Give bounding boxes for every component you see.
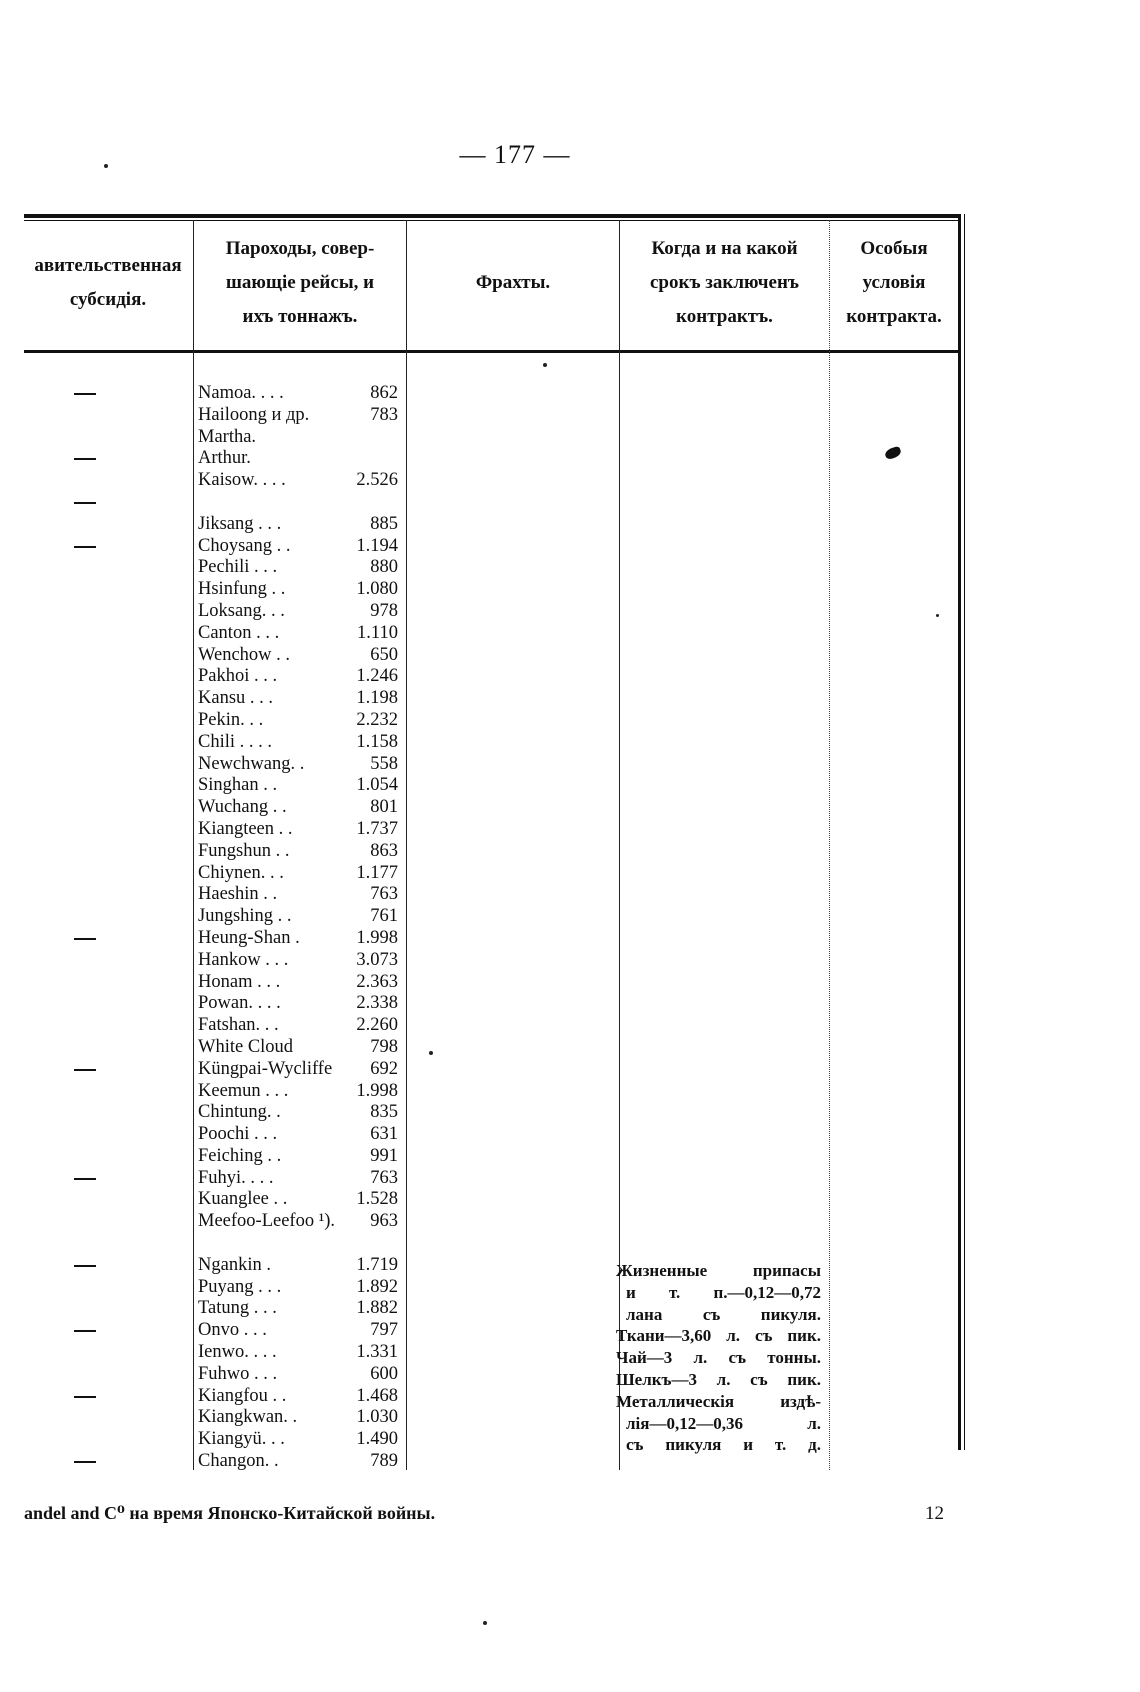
column-divider [406,220,407,1470]
steamer-tonnage: 862 [370,383,398,403]
steamer-name: Keemun . . . [198,1080,289,1101]
column-divider [193,220,194,1470]
steamer-row [198,1102,398,1124]
steamer-row [198,645,398,667]
steamer-row [198,1037,398,1059]
subsidy-dash [74,938,96,940]
steamer-tonnage: 761 [370,906,398,927]
steamer-row [198,601,398,623]
fare-line: Чай—3 л. съ тонны. [616,1348,821,1368]
steamer-name: Fungshun . . [198,840,290,861]
steamer-row [198,1364,398,1386]
header-steamers: Пароходы, совер- шающіе рейсы, и ихъ тоннажъ. [225,238,375,327]
steamer-tonnage: 783 [370,404,398,425]
steamer-row [198,841,398,863]
fare-line: съ пикуля и т. д. [626,1435,821,1455]
subsidy-dash [74,1265,96,1267]
steamer-row [198,1015,398,1037]
steamer-tonnage: 2.338 [356,993,398,1014]
steamer-tonnage: 1.110 [357,622,398,643]
steamer-name: Kiangfou . . [198,1385,287,1406]
steamer-name: Arthur. [198,448,251,469]
table-top-rule [24,214,960,218]
header-subsidy: авительственная субсидія. [34,255,182,310]
subsidy-dash [74,1330,96,1332]
footer-caption: andel and C⁰ на время Японско-Китайской войны. [24,1503,436,1523]
steamer-row [198,754,398,776]
steamer-row [198,1342,398,1364]
steamer-row [198,732,398,754]
steamer-name: Jiksang . . . [198,513,282,534]
steamer-row [198,1429,398,1451]
steamer-name: Ienwo. . . . [198,1342,277,1363]
steamer-name: Kuanglee . . [198,1189,288,1210]
steamer-name: Kiangteen . . [198,818,293,839]
steamer-row [198,884,398,906]
steamer-name: Chiynen. . . [198,862,284,883]
steamer-row [198,383,398,405]
steamer-tonnage: 880 [370,557,398,578]
steamer-name: Küngpai-Wycliffe [198,1058,333,1079]
steamer-name: Loksang. . . [198,600,285,621]
steamer-name: Choysang . . [198,535,291,556]
steamer-name: Pekin. . . [198,709,264,730]
subsidy-dash [74,1396,96,1398]
steamer-name: Puyang . . . [198,1276,282,1297]
steamer-row [198,623,398,645]
footer-sheet-number: 12 [925,1503,944,1524]
fare-line: лана съ пикуля. [626,1304,821,1324]
steamer-row [198,470,398,492]
fare-line: и т. п.—0,12—0,72 [626,1282,821,1302]
steamer-tonnage: 763 [370,1167,398,1188]
steamer-row [198,405,398,427]
print-speck [104,164,108,168]
table-header-rule [24,350,960,353]
steamer-name: Chili . . . . [198,731,273,752]
steamer-name: Haeshin . . [198,884,278,905]
steamer-row [198,775,398,797]
steamer-tonnage: 600 [370,1363,398,1384]
steamer-name: Meefoo-Leefoo ¹). [198,1211,336,1232]
steamer-name: Kansu . . . [198,688,274,709]
steamer-row [198,950,398,972]
steamer-tonnage: 1.054 [356,775,398,796]
steamer-tonnage: 631 [370,1124,398,1145]
steamer-tonnage: 1.892 [356,1276,398,1297]
steamer-tonnage: 1.194 [356,535,398,556]
steamer-tonnage: 1.882 [356,1298,398,1319]
print-speck [936,614,939,617]
steamer-tonnage: 692 [370,1058,398,1079]
steamer-name: Kiangyü. . . [198,1429,285,1450]
header-freights: Фрахты. [475,272,551,293]
steamer-tonnage: 1.468 [356,1385,398,1406]
steamer-row [198,579,398,601]
steamer-row [198,1146,398,1168]
steamer-tonnage: 1.998 [356,1080,398,1101]
ink-blot [884,446,902,461]
steamer-row [198,1211,398,1233]
steamer-tonnage: 1.246 [356,666,398,687]
steamer-row [198,536,398,558]
steamer-row [198,819,398,841]
steamer-row [198,1081,398,1103]
steamer-row [198,972,398,994]
steamer-name: Jungshing . . [198,906,292,927]
steamer-tonnage: 558 [370,753,398,774]
steamer-name: Fuhyi. . . . [198,1167,274,1188]
steamer-tonnage: 1.198 [356,688,398,709]
steamer-name: Namoa. . . . [198,383,284,403]
steamers-list [198,383,398,1473]
header-contract-term: Когда и на какой срокъ заключенъ контрактъ. [650,238,799,327]
fare-line: Жизненные припасы [616,1261,821,1280]
steamer-name: Hailoong и др. [198,404,310,425]
steamer-row [198,1451,398,1473]
steamer-tonnage: 763 [370,884,398,905]
steamer-tonnage: 1.030 [356,1407,398,1428]
table-right-border-thin [964,214,965,1450]
print-speck [543,363,547,367]
steamer-tonnage: 2.260 [356,1015,398,1036]
steamer-row [198,1277,398,1299]
steamer-row [198,710,398,732]
steamer-name: Tatung . . . [198,1298,277,1319]
fare-line: Металлическія издѣ- [616,1391,821,1411]
steamer-tonnage: 1.158 [356,731,398,752]
steamer-row [198,1407,398,1429]
steamer-name: Wenchow . . [198,644,291,665]
steamer-tonnage: 1.490 [356,1429,398,1450]
fare-line: Шелкъ—3 л. съ пик. [616,1369,821,1389]
steamer-tonnage: 2.363 [356,971,398,992]
steamer-row [198,993,398,1015]
fare-line: Ткани—3,60 л. съ пик. [616,1326,821,1346]
steamer-name: Honam . . . [198,971,281,992]
print-speck [429,1051,433,1055]
steamer-name: Kaisow. . . . [198,470,286,491]
steamer-name: Newchwang. . [198,753,305,774]
subsidy-dash [74,546,96,548]
steamer-row [198,1298,398,1320]
steamer-row [198,688,398,710]
steamer-row [198,427,398,449]
page-number: — 177 — [459,140,571,169]
steamer-tonnage: 885 [370,513,398,534]
subsidy-dash [74,1178,96,1180]
steamer-name: Fuhwo . . . [198,1363,278,1384]
steamer-tonnage: 798 [370,1036,398,1057]
steamer-name: Ngankin . [198,1254,271,1275]
steamer-name: Onvo . . . [198,1320,267,1341]
steamer-name: Canton . . . [198,622,280,643]
subsidy-dash [74,1069,96,1071]
steamer-name: Poochi . . . [198,1124,278,1145]
steamer-name: Changon. . [198,1451,279,1472]
steamer-name: Feiching . . [198,1145,282,1166]
steamer-tonnage: 991 [370,1145,398,1166]
print-speck [483,1621,487,1625]
steamer-name: Singhan . . [198,775,278,796]
steamer-name: Wuchang . . [198,797,287,818]
steamer-tonnage: 2.526 [356,470,398,491]
subsidy-dash [74,1461,96,1463]
steamer-tonnage: 835 [370,1102,398,1123]
steamer-tonnage: 789 [370,1451,398,1472]
fare-line: лія—0,12—0,36 л. [626,1413,821,1433]
steamer-tonnage: 1.080 [356,579,398,600]
table-right-border [958,214,961,1450]
steamer-name: Heung-Shan . [198,927,300,948]
steamer-row [198,928,398,950]
steamer-row [198,1124,398,1146]
steamer-name: Chintung. . [198,1102,281,1123]
steamer-row [198,1189,398,1211]
steamer-tonnage: 1.528 [356,1189,398,1210]
steamer-row [198,863,398,885]
steamer-tonnage: 1.331 [356,1342,398,1363]
steamer-row [198,906,398,928]
steamer-row [198,1320,398,1342]
subsidy-dash [74,502,96,504]
steamer-row [198,1255,398,1277]
steamer-row [198,448,398,470]
steamer-name: White Cloud [198,1036,294,1057]
subsidy-dash [74,393,96,395]
steamer-name: Powan. . . . [198,993,281,1014]
steamer-tonnage: 863 [370,840,398,861]
steamer-tonnage: 650 [370,644,398,665]
steamer-row [198,1386,398,1408]
steamer-tonnage: 1.177 [356,862,398,883]
steamer-tonnage: 978 [370,600,398,621]
steamer-tonnage: 797 [370,1320,398,1341]
steamer-tonnage: 3.073 [356,949,398,970]
steamer-row [198,1168,398,1190]
steamer-tonnage: 1.737 [356,818,398,839]
steamer-name: Pakhoi . . . [198,666,278,687]
steamer-row [198,557,398,579]
header-special-terms: Особыя условія контракта. [846,238,942,327]
table-top-rule-thin [24,220,960,221]
steamer-tonnage: 2.232 [356,709,398,730]
steamer-row [198,666,398,688]
steamer-tonnage: 1.719 [356,1254,398,1275]
steamer-tonnage: 963 [370,1211,398,1232]
steamer-name: Pechili . . . [198,557,278,578]
steamer-tonnage: 801 [370,797,398,818]
subsidy-dash [74,458,96,460]
steamer-row [198,797,398,819]
column-divider-dotted [829,220,830,1470]
steamer-row [198,514,398,536]
steamer-name: Hankow . . . [198,949,289,970]
steamer-name: Fatshan. . . [198,1015,279,1036]
steamer-name: Hsinfung . . [198,579,286,600]
steamer-name: Kiangkwan. . [198,1407,298,1428]
steamer-row [198,1059,398,1081]
steamer-tonnage: 1.998 [356,927,398,948]
fares-list [616,1260,821,1456]
steamer-name: Martha. [198,426,257,447]
